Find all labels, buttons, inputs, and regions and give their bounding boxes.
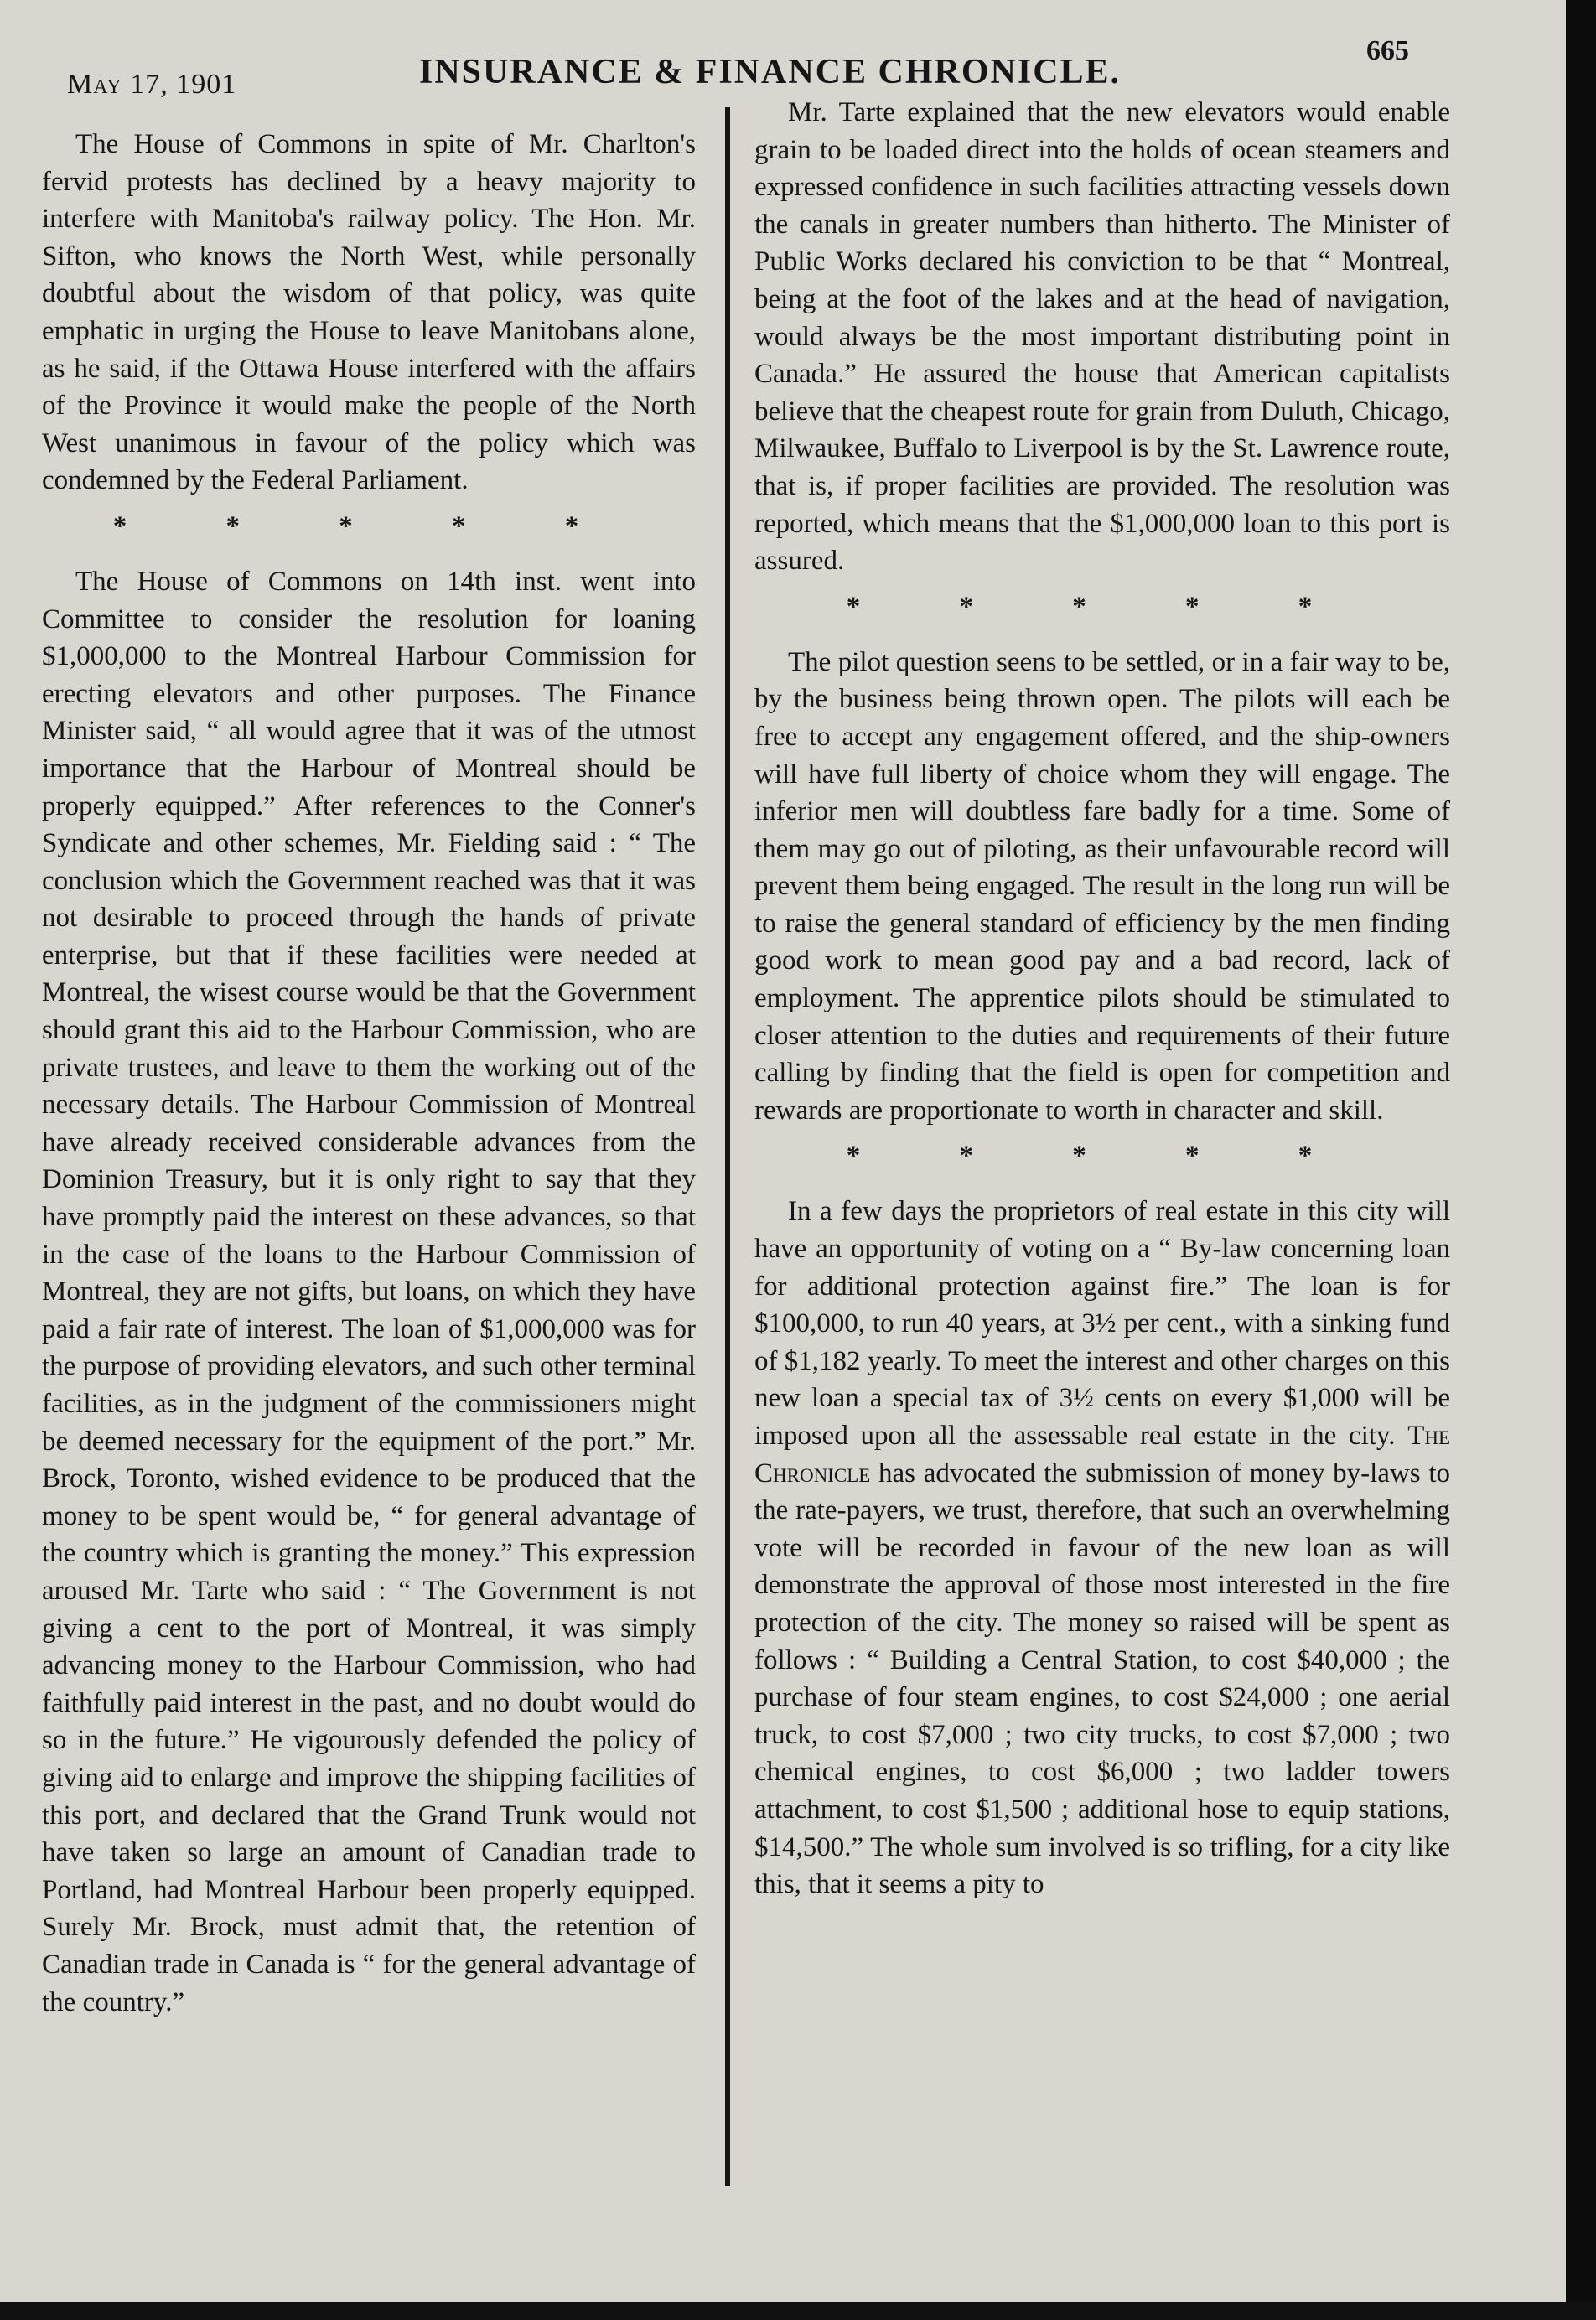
article-harbour-loan: The House of Commons on 14th inst. went into Committee to consider the resolution for loaning $1,000,000 to the Montreal Harbour Commission for erecting elevators and other purposes. The Finance Minister said, “ all would agree that it was of the utmost importance that the Harbour of Montreal should be properly equipped.” After references to the Conner's Syndicate and other schemes, Mr. Fielding said : “ The conclusion which the Government reached was that it was not desirable to proceed through the hands of private enterprise, but that if these facilities were needed at Montreal, the wisest course would be that the Government should grant this aid to the Harbour Commission, who are private trustees, and leave to them the working out of the necessary details. The Harbour Commission of Montreal have already received considerable advances from the Dominion Treasury, but it is only right to say that they have promptly paid the interest on these advances, so that in the case of the loans to the Harbour Commission of Montreal, they are not gifts, but loans, on which they have paid a fair rate of interest. The loan of $1,000,000 was for the purpose of providing elevators, and such other terminal facilities, as in the judgment of the commissioners might be deemed necessary for the equipment of the port.” Mr. Brock, Toronto, wished evidence to be produced that the money to be spent would be, “ for general advantage of the country which is granting the money.” This expression aroused Mr. Tarte who said : “ The Government is not giving a cent to the port of Montreal, it was simply advancing money to the Harbour Commission, who had faithfully paid interest in the past, and no doubt would do so in the future.” He vigourously defended the policy of giving aid to enlarge and improve the shipping facilities of this port, and declared that the Grand Trunk would not have taken so large an amount of Canadian trade to Portland, had Montreal Harbour been properly equipped. Surely Mr. Brock, must admit that, the retention of Canadian trade in Canada is “ for the general advantage of the country.”	[42, 566, 696, 2017]
page-number: 665	[1366, 35, 1409, 66]
article-pilot-question: The pilot question seens to be settled, or in a fair way to be, by the business being thrown open. The pilots will each be free to accept any engagement offered, and the ship-owners will have full liberty of choice whom they will engage. The inferior men will doubtless fare badly for a time. Some of them may go out of piloting, as their unfavourable record will prevent them being engaged. The result in the long run will be to raise the general standard of efficiency by the men finding good work to mean good pay and a bad record, lack of employment. The apprentice pilots should be stimulated to closer attention to the duties and requirements of their future calling by finding that the field is open for competition and rewards are proportionate to worth in character and skill.	[754, 646, 1450, 1126]
section-separator: * * * * *	[846, 1141, 1359, 1172]
column-divider	[725, 107, 730, 2186]
section-separator: * * * * *	[846, 591, 1359, 622]
article-fire-protection-loan	[754, 1193, 1450, 1903]
article-manitoba-railway: The House of Commons in spite of Mr. Charlton's fervid protests has declined by a heavy majority to interfere with Manitoba's railway policy. The Hon. Mr. Sifton, who knows the North West, while personally doubtful about the wisdom of that policy, was quite emphatic in urging the House to leave Manitobans alone, as he said, if the Ottawa House interfered with the affairs of the Province it would make the people of the North West unanimous in favour of the policy which was condemned by the Federal Parliament.	[42, 129, 696, 496]
scan-edge-right	[1566, 0, 1596, 2320]
right-column	[754, 94, 1450, 1903]
header-title: INSURANCE & FINANCE CHRONICLE.	[419, 53, 1122, 91]
section-separator: * * * * *	[112, 510, 625, 541]
left-column	[42, 126, 696, 2021]
fire-loan-text-a: In a few days the proprietors of real estate in this city will have an opportunity of voting on a “ By-law concerning loan for additional protection against fire.” The loan is for $100,000, to run 40 years, at 3½ per cent., with a sinking fund of $1,182 yearly. To meet the interest and other charges on this new loan a special tax of 3½ cents on every $1,000 will be imposed upon all the assessable real estate in the city.	[754, 1196, 1450, 1451]
chronicle-name: The Chronicle	[754, 1421, 1451, 1489]
fire-loan-text-b: has advocated the submission of money by-laws to the rate-payers, we trust, therefore, that such an overwhelming vote will be recorded in favour of the new loan as will demonstrate the approval of those most interested in the fire protection of the city. The money so raised will be spent as follows : “ Building a Central Station, to cost $40,000 ; the purchase of four steam engines, to cost $24,000 ; one aerial truck, to cost $7,000 ; two city trucks, to cost $7,000 ; two chemical engines, to cost $6,000 ; two ladder towers attachment, to cost $1,500 ; additional hose to equip stations, $14,500.” The whole sum involved is so trifling, for a city like this, that it seems a pity to	[754, 1458, 1451, 1900]
article-tarte-elevators: Mr. Tarte explained that the new elevators would enable grain to be loaded direct into the holds of ocean steamers and expressed confidence in such facilities attracting vessels down the canals in greater numbers than hitherto. The Minister of Public Works declared his conviction to be that “ Montreal, being at the foot of the lakes and at the head of navigation, would always be the most important distributing point in Canada.” He assured the house that American capitalists believe that the cheapest route for grain from Duluth, Chicago, Milwaukee, Buffalo to Liverpool is by the St. Lawrence route, that is, if proper facilities are provided. The resolution was reported, which means that the $1,000,000 loan to this port is assured.	[754, 97, 1450, 577]
page-header	[67, 35, 1425, 102]
scan-edge-bottom	[0, 2302, 1596, 2320]
header-date: May 17, 1901	[67, 69, 237, 100]
